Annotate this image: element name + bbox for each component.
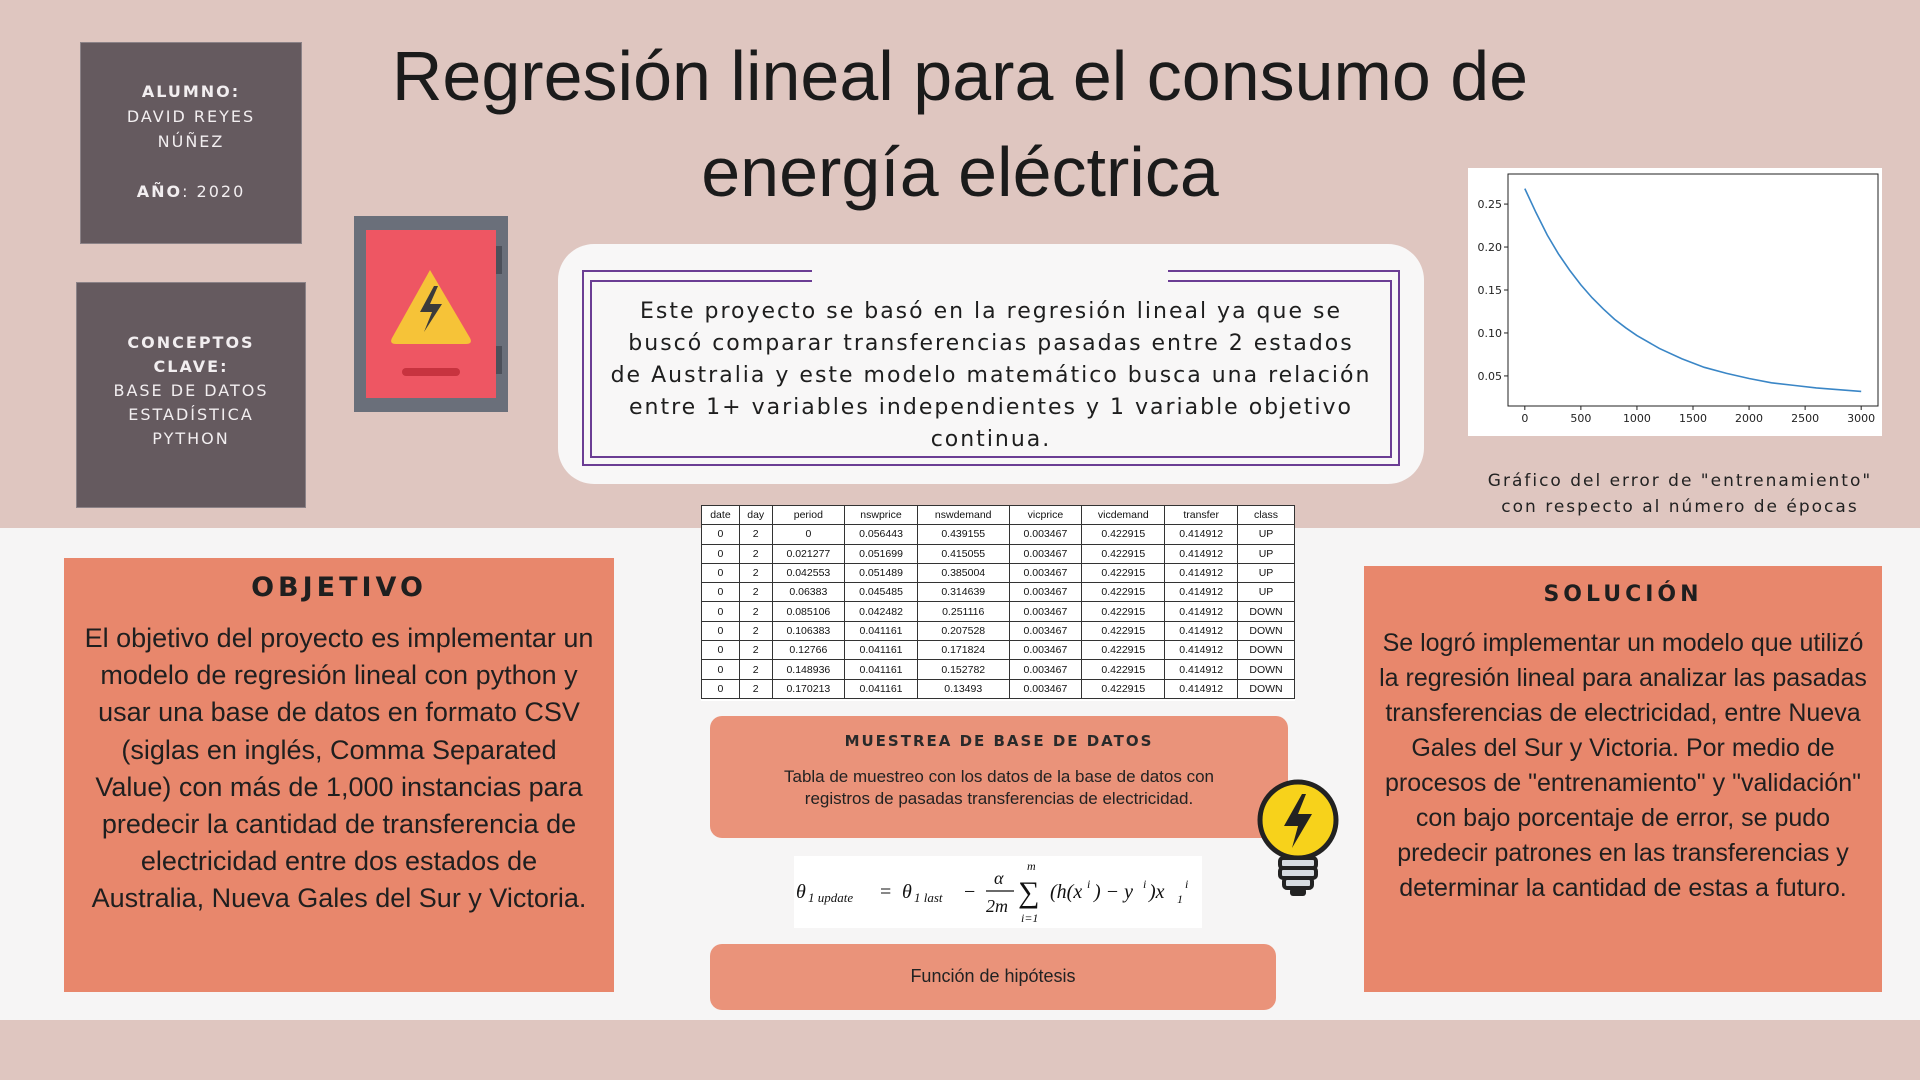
- table-cell: 0.003467: [1009, 679, 1082, 698]
- table-cell: 2: [739, 679, 772, 698]
- formula-sub-last: 1 last: [914, 890, 943, 905]
- x-tick-label: 500: [1570, 412, 1592, 425]
- table-header-cell: nswprice: [845, 506, 918, 525]
- table-cell: DOWN: [1237, 660, 1294, 679]
- concepts-heading-line2: CLAVE:: [153, 357, 229, 376]
- table-cell: 0.051699: [845, 544, 918, 563]
- table-cell: 0: [702, 641, 740, 660]
- x-tick-label: 1000: [1622, 412, 1651, 425]
- formula-body2: ) − y: [1094, 881, 1134, 903]
- table-cell: 0.041161: [845, 679, 918, 698]
- table-cell: 0.414912: [1165, 621, 1238, 640]
- table-cell: 0.414912: [1165, 583, 1238, 602]
- table-cell: 0.051489: [845, 563, 918, 582]
- solution-heading: SOLUCIÓN: [1543, 582, 1703, 607]
- table-cell: 0.003467: [1009, 602, 1082, 621]
- table-cell: 0.003467: [1009, 583, 1082, 602]
- table-cell: 2: [739, 602, 772, 621]
- formula-sum-bottom: i=1: [1021, 911, 1039, 925]
- table-row: [702, 621, 1295, 640]
- table-cell: 0.148936: [772, 660, 845, 679]
- student-name-line2: NÚÑEZ: [157, 132, 225, 151]
- formula-minus: −: [964, 881, 976, 903]
- table-header-cell: vicprice: [1009, 506, 1082, 525]
- table-cell: 0.414912: [1165, 544, 1238, 563]
- formula-sum-top: m: [1027, 859, 1036, 873]
- table-cell: 2: [739, 583, 772, 602]
- x-tick-label: 1500: [1679, 412, 1707, 425]
- sample-desc-line2: registros de pasadas transferencias de electricidad.: [804, 789, 1194, 808]
- table-cell: 0.106383: [772, 621, 845, 640]
- formula-sup-i-3: i: [1185, 877, 1189, 891]
- table-row: [702, 679, 1295, 698]
- table-cell: 0.414912: [1165, 563, 1238, 582]
- table-cell: 2: [739, 641, 772, 660]
- x-tick-label: 2500: [1791, 412, 1820, 425]
- table-cell: 0.422915: [1082, 583, 1165, 602]
- key-concepts-box: [76, 282, 306, 508]
- table-cell: 0.06383: [772, 583, 845, 602]
- table-cell: 0.171824: [917, 641, 1009, 660]
- table-cell: 0.12766: [772, 641, 845, 660]
- table-cell: 2: [739, 525, 772, 544]
- formula-body: (h(x: [1050, 881, 1083, 903]
- table-cell: 0: [772, 525, 845, 544]
- table-cell: 2: [739, 621, 772, 640]
- table-cell: 0.003467: [1009, 563, 1082, 582]
- table-header-row: [702, 506, 1295, 525]
- table-cell: 0.041161: [845, 621, 918, 640]
- formula-sub-1: 1: [1177, 892, 1183, 906]
- chart-caption: [1470, 468, 1890, 520]
- formula-body3: )x: [1149, 881, 1165, 903]
- formula-alpha: α: [994, 868, 1004, 888]
- table-row: [702, 583, 1295, 602]
- table-cell: UP: [1237, 525, 1294, 544]
- y-tick-label: 0.15: [1477, 284, 1502, 297]
- table-cell: 0.414912: [1165, 602, 1238, 621]
- table-cell: 0: [702, 679, 740, 698]
- hypothesis-label: Función de hipótesis: [910, 966, 1076, 986]
- table-cell: 0.414912: [1165, 679, 1238, 698]
- table-cell: DOWN: [1237, 679, 1294, 698]
- page-title: Regresión lineal para el consumo de energía eléctrica: [391, 37, 1529, 211]
- table-cell: 0: [702, 563, 740, 582]
- y-tick-label: 0.25: [1477, 198, 1502, 212]
- chart-svg: [1468, 168, 1882, 436]
- data-sample-table: [701, 505, 1295, 701]
- table-header-cell: transfer: [1165, 506, 1238, 525]
- table-cell: DOWN: [1237, 602, 1294, 621]
- table-cell: 0.042482: [845, 602, 918, 621]
- concept-item: BASE DE DATOS: [113, 381, 269, 400]
- training-error-chart: [1468, 168, 1882, 436]
- solution-box: [1364, 566, 1882, 992]
- table-cell: 0.003467: [1009, 525, 1082, 544]
- table-cell: 0.422915: [1082, 563, 1165, 582]
- table-cell: 0.422915: [1082, 679, 1165, 698]
- year-value: : 2020: [182, 182, 246, 201]
- sample-title: MUESTREA DE BASE DE DATOS: [844, 732, 1154, 750]
- table-cell: 0.021277: [772, 544, 845, 563]
- table-cell: 0.385004: [917, 563, 1009, 582]
- table-cell: 2: [739, 563, 772, 582]
- table-cell: 0.003467: [1009, 621, 1082, 640]
- table-cell: 0.251116: [917, 602, 1009, 621]
- table-cell: 0.414912: [1165, 525, 1238, 544]
- table-cell: 0.170213: [772, 679, 845, 698]
- sample-description: [730, 766, 1268, 810]
- objective-heading: OBJETIVO: [251, 572, 427, 603]
- table-row: [702, 544, 1295, 563]
- table-cell: 0.415055: [917, 544, 1009, 563]
- table-cell: 0: [702, 621, 740, 640]
- table-cell: 0: [702, 583, 740, 602]
- formula-sub-update: 1 update: [808, 890, 854, 905]
- table-cell: 0.152782: [917, 660, 1009, 679]
- table-cell: 0.422915: [1082, 641, 1165, 660]
- lightbulb-icon: [1252, 776, 1344, 900]
- table-cell: 0.042553: [772, 563, 845, 582]
- table-cell: 0.414912: [1165, 641, 1238, 660]
- formula-svg: [794, 856, 1202, 928]
- student-name-line1: DAVID REYES: [126, 107, 256, 126]
- table-cell: 0.422915: [1082, 544, 1165, 563]
- table-header-cell: class: [1237, 506, 1294, 525]
- table-cell: 0.422915: [1082, 525, 1165, 544]
- objective-text: El objetivo del proyecto es implementar un modelo de regresión lineal con python y usar una base de datos en formato CSV (siglas en inglés, Comma Separated Value) con más de 1,000 instancias para predecir la cantidad de transferencia de electricidad entre dos estados de Australia, Nueva Gales del Sur y Victoria.: [84, 623, 594, 914]
- table-cell: 0.003467: [1009, 641, 1082, 660]
- y-tick-label: 0.10: [1477, 326, 1502, 340]
- sample-desc-line1: Tabla de muestreo con los datos de la base de datos con: [783, 767, 1214, 786]
- x-tick-label: 3000: [1847, 412, 1876, 425]
- table-cell: 0.422915: [1082, 602, 1165, 621]
- table-cell: 0.056443: [845, 525, 918, 544]
- formula-two-m: 2m: [986, 896, 1008, 916]
- formula-sum: ∑: [1018, 876, 1040, 909]
- table-cell: 0.314639: [917, 583, 1009, 602]
- concepts-heading-line1: CONCEPTOS: [127, 333, 255, 352]
- electrical-panel-icon: [354, 216, 508, 412]
- table-cell: 0: [702, 544, 740, 563]
- table-cell: 0.041161: [845, 641, 918, 660]
- hypothesis-formula: [794, 856, 1202, 928]
- sample-box: [710, 716, 1288, 838]
- table-cell: 0: [702, 602, 740, 621]
- table-cell: 0.041161: [845, 660, 918, 679]
- table-cell: 0.13493: [917, 679, 1009, 698]
- chart-caption-line2: con respecto al número de épocas: [1501, 497, 1859, 517]
- objective-box: [64, 558, 614, 992]
- table-row: [702, 641, 1295, 660]
- formula-equals: =: [880, 881, 892, 903]
- formula-sup-i-2: i: [1143, 877, 1147, 891]
- student-info-box: [80, 42, 302, 244]
- formula-sup-i: i: [1087, 877, 1091, 891]
- table-cell: UP: [1237, 583, 1294, 602]
- high-voltage-warning-icon: [366, 230, 496, 398]
- x-tick-label: 2000: [1735, 412, 1764, 425]
- concept-item: PYTHON: [152, 429, 230, 448]
- table-cell: 0.003467: [1009, 544, 1082, 563]
- table-cell: 0.439155: [917, 525, 1009, 544]
- table-cell: 0.207528: [917, 621, 1009, 640]
- table-row: [702, 660, 1295, 679]
- table-cell: 0.085106: [772, 602, 845, 621]
- concept-item: ESTADÍSTICA: [128, 405, 254, 424]
- table-header-cell: nswdemand: [917, 506, 1009, 525]
- x-tick-label: 0: [1521, 412, 1529, 425]
- table-cell: 2: [739, 544, 772, 563]
- chart-plot-frame: [1508, 174, 1878, 406]
- table-cell: 0.422915: [1082, 621, 1165, 640]
- student-label: ALUMNO:: [141, 82, 241, 101]
- table-cell: 0.045485: [845, 583, 918, 602]
- table-row: [702, 602, 1295, 621]
- table-cell: 0: [702, 525, 740, 544]
- table-cell: 0: [702, 660, 740, 679]
- table-cell: UP: [1237, 544, 1294, 563]
- table-header-cell: period: [772, 506, 845, 525]
- table-cell: UP: [1237, 563, 1294, 582]
- y-tick-label: 0.20: [1477, 241, 1502, 255]
- hypothesis-box: [710, 944, 1276, 1010]
- chart-caption-line1: Gráfico del error de "entrenamiento": [1487, 471, 1873, 491]
- table-cell: 0.003467: [1009, 660, 1082, 679]
- table-cell: DOWN: [1237, 621, 1294, 640]
- table-cell: 0.422915: [1082, 660, 1165, 679]
- formula-theta: θ: [796, 881, 806, 903]
- table-header-cell: vicdemand: [1082, 506, 1165, 525]
- table-row: [702, 525, 1295, 544]
- year-label: AÑO: [136, 182, 183, 201]
- formula-theta-2: θ: [902, 881, 912, 903]
- table-header-cell: day: [739, 506, 772, 525]
- solution-text: Se logró implementar un modelo que utilizó la regresión lineal para analizar las pasadas transferencias de electricidad, entre Nueva Gales del Sur y Victoria. Por medio de procesos de "entrenamiento" y "validación" con bajo porcentaje de error, se pudo predecir patrones en las transferencias y determinar la cantidad de estas a futuro.: [1379, 629, 1867, 902]
- table-cell: DOWN: [1237, 641, 1294, 660]
- intro-card: [558, 244, 1424, 484]
- table-row: [702, 563, 1295, 582]
- table-cell: 0.414912: [1165, 660, 1238, 679]
- table-cell: 2: [739, 660, 772, 679]
- intro-text: Este proyecto se basó en la regresión lineal ya que se buscó comparar transferencias pasadas entre 2 estados de Australia y este modelo matemático busca una relación entre 1+ variables independientes y 1 variable objetivo continua.: [610, 299, 1372, 452]
- y-tick-label: 0.05: [1477, 369, 1502, 383]
- table-header-cell: date: [702, 506, 740, 525]
